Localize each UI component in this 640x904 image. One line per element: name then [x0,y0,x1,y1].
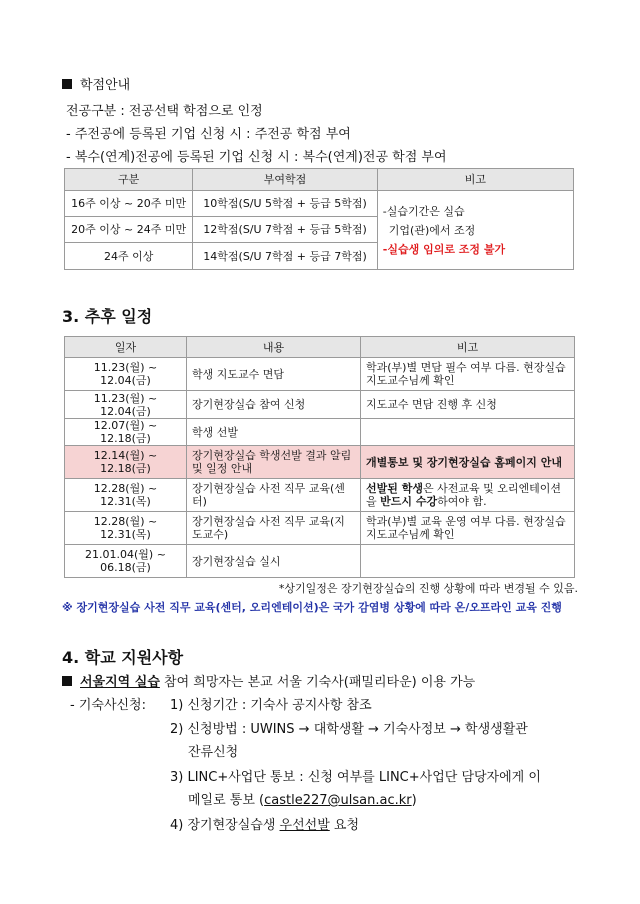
credit-table [64,168,574,270]
dorm-label: - 기숙사신청: [70,698,146,713]
credit-note-cell: -실습기간은 실습 기업(관)에서 조정 -실습생 임의로 조정 불가 [377,191,573,270]
credit-line-3: - 복수(연계)전공에 등록된 기업 신청 시 : 복수(연계)전공 학점 부여 [66,150,447,165]
dorm-item-4: 4) 장기현장실습생 우선선발 요청 [170,818,359,833]
schedule-header-note: 비고 [361,337,575,358]
schedule-header-content: 내용 [187,337,361,358]
table-row: 12.14(월) ~ 12.18(금) 장기현장실습 학생선발 결과 알림 및 일정 안내 개별통보 및 장기현장실습 홈페이지 안내 [65,446,575,479]
table-row: 12.28(월) ~ 12.31(목) 장기현장실습 사전 직무 교육(지도교수) 학과(부)별 교육 운영 여부 다름. 현장실습지도교수님께 확인 [65,512,575,545]
schedule-title: 3. 추후 일정 [62,307,153,326]
table-row: 16주 이상 ~ 20주 미만 10학점(S/U 5학점 + 등급 5학점) -실습기간은 실습 기업(관)에서 조정 -실습생 임의로 조정 불가 [65,191,574,217]
table-row: 11.23(월) ~ 12.04(금) 장기현장실습 참여 신청 지도교수 면담 진행 후 신청 [65,391,575,419]
support-title: 4. 학교 지원사항 [62,648,184,667]
table-row: 12.28(월) ~ 12.31(목) 장기현장실습 사전 직무 교육(센터) 선발된 학생은 사전교육 및 오리엔테이션을 반드시 수강하여야 함. [65,479,575,512]
credit-line-2: - 주전공에 등록된 기업 신청 시 : 주전공 학점 부여 [66,127,351,142]
credit-line-1: 전공구분 : 전공선택 학점으로 인정 [66,104,263,119]
table-row: 11.23(월) ~ 12.04(금) 학생 지도교수 면담 학과(부)별 면담 필수 여부 다름. 현장실습지도교수님께 확인 [65,358,575,391]
table-row: 21.01.04(월) ~ 06.18(금) 장기현장실습 실시 [65,545,575,578]
dorm-item-2-cont: 잔류신청 [188,745,239,760]
dorm-item-3: 3) LINC+사업단 통보 : 신청 여부를 LINC+사업단 담당자에게 이 [170,770,541,785]
email-link[interactable]: castle227@ulsan.ac.kr [264,793,412,808]
square-bullet-icon [62,676,72,686]
table-row: 20주 이상 ~ 24주 미만 12학점(S/U 7학점 + 등급 5학점) [65,217,574,243]
schedule-note-orientation: 선발된 학생은 사전교육 및 오리엔테이션을 반드시 수강하여야 함. [361,479,575,512]
credit-header-note: 비고 [377,169,573,191]
dorm-item-2: 2) 신청방법 : UWINS → 대학생활 → 기숙사정보 → 학생생활관 [170,722,528,737]
square-bullet-icon [62,79,72,89]
schedule-footnote: *상기일정은 장기현장실습의 진행 상황에 따라 변경될 수 있음. [278,582,578,595]
schedule-header-date: 일자 [65,337,187,358]
credit-heading: 학점안내 [62,74,130,93]
table-row: 12.07(월) ~ 12.18(금) 학생 선발 [65,419,575,446]
dorm-item-1: 1) 신청기간 : 기숙사 공지사항 참조 [170,698,372,713]
schedule-notice: ※ 장기현장실습 사전 직무 교육(센터, 오리엔테이션)은 국가 감염병 상황에 따라 온/오프라인 교육 진행 [62,601,562,614]
table-row: 24주 이상 14학점(S/U 7학점 + 등급 7학점) [65,243,574,270]
dorm-item-3-cont: 메일로 통보 (castle227@ulsan.ac.kr) [188,793,417,808]
support-lead: 서울지역 실습 참여 희망자는 본교 서울 기숙사(패밀리타운) 이용 가능 [62,671,475,690]
credit-header-credit: 부여학점 [193,169,378,191]
credit-header-type: 구분 [65,169,193,191]
schedule-table [64,336,575,578]
